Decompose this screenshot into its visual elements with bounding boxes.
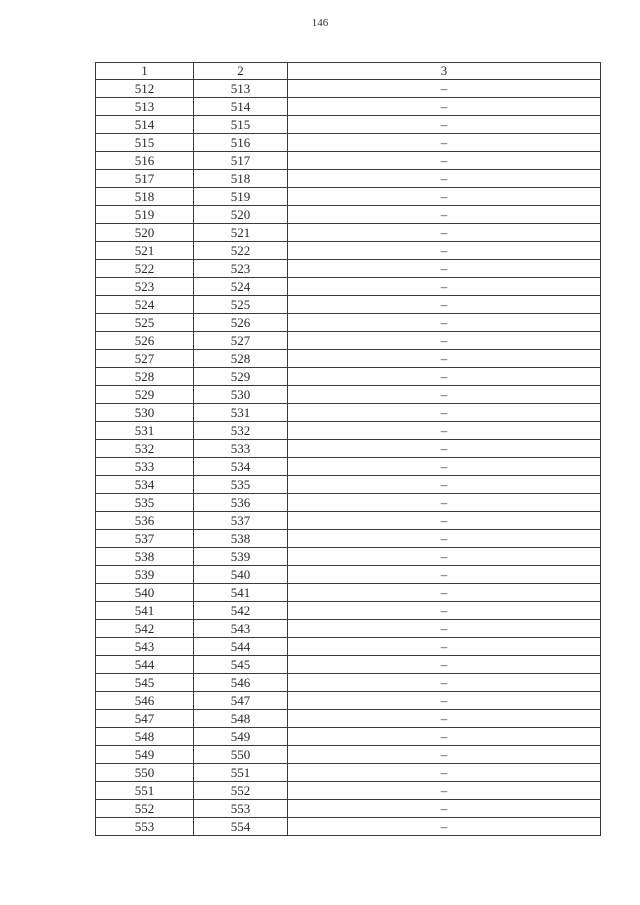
table-cell-col-1: 543 [96,638,194,656]
table-cell-col-2: 527 [194,332,288,350]
table-cell-col-3: – [288,332,601,350]
table-row [96,422,601,440]
table-row [96,350,601,368]
table-cell-col-2: 517 [194,152,288,170]
table-cell-col-3: – [288,98,601,116]
table-cell-col-3: – [288,278,601,296]
table-cell-col-1: 527 [96,350,194,368]
table-row [96,620,601,638]
table-cell-col-3: – [288,818,601,836]
table-row [96,764,601,782]
table-cell-col-2: 540 [194,566,288,584]
header-cell-3: 3 [288,63,601,80]
table-row [96,206,601,224]
table-cell-col-3: – [288,512,601,530]
table-cell-col-1: 531 [96,422,194,440]
table-row [96,278,601,296]
table-row [96,260,601,278]
table-cell-col-3: – [288,116,601,134]
table-cell-col-1: 546 [96,692,194,710]
table-cell-col-3: – [288,296,601,314]
table-cell-col-3: – [288,80,601,98]
table-cell-col-1: 552 [96,800,194,818]
table-cell-col-1: 519 [96,206,194,224]
table-cell-col-2: 551 [194,764,288,782]
table-cell-col-2: 545 [194,656,288,674]
table-row [96,584,601,602]
table-row [96,440,601,458]
table-cell-col-3: – [288,584,601,602]
table-row [96,386,601,404]
table-cell-col-2: 530 [194,386,288,404]
header-row [96,63,601,80]
table-cell-col-1: 529 [96,386,194,404]
table-row [96,188,601,206]
table-row [96,242,601,260]
table-cell-col-3: – [288,800,601,818]
table-cell-col-1: 550 [96,764,194,782]
table-cell-col-2: 550 [194,746,288,764]
table-cell-col-3: – [288,368,601,386]
table-cell-col-3: – [288,242,601,260]
table-cell-col-1: 530 [96,404,194,422]
table-cell-col-2: 520 [194,206,288,224]
table-cell-col-1: 538 [96,548,194,566]
table-cell-col-2: 513 [194,80,288,98]
table-cell-col-3: – [288,206,601,224]
table-cell-col-1: 518 [96,188,194,206]
table-row [96,170,601,188]
table-cell-col-1: 548 [96,728,194,746]
table-cell-col-1: 540 [96,584,194,602]
table-cell-col-3: – [288,224,601,242]
table-cell-col-2: 554 [194,818,288,836]
table-row [96,602,601,620]
table-cell-col-3: – [288,476,601,494]
table-cell-col-2: 541 [194,584,288,602]
table-cell-col-1: 535 [96,494,194,512]
table-row [96,314,601,332]
table-row [96,134,601,152]
table-cell-col-1: 524 [96,296,194,314]
table-cell-col-3: – [288,782,601,800]
table-cell-col-2: 549 [194,728,288,746]
table-row [96,746,601,764]
table-cell-col-1: 516 [96,152,194,170]
table-cell-col-1: 526 [96,332,194,350]
table-row [96,710,601,728]
table-cell-col-1: 544 [96,656,194,674]
table-cell-col-3: – [288,638,601,656]
table-cell-col-3: – [288,152,601,170]
table-row [96,494,601,512]
table-cell-col-1: 539 [96,566,194,584]
table-row [96,458,601,476]
table-cell-col-3: – [288,260,601,278]
table-cell-col-1: 545 [96,674,194,692]
table-cell-col-2: 539 [194,548,288,566]
table-cell-col-3: – [288,530,601,548]
table-cell-col-3: – [288,728,601,746]
table-cell-col-2: 526 [194,314,288,332]
table-row [96,512,601,530]
table-cell-col-2: 547 [194,692,288,710]
page-number: 146 [311,17,329,29]
table-cell-col-1: 515 [96,134,194,152]
table-row [96,80,601,98]
table-cell-col-1: 517 [96,170,194,188]
table-cell-col-3: – [288,188,601,206]
table-cell-col-1: 533 [96,458,194,476]
table-cell-col-3: – [288,422,601,440]
table-header [96,63,601,80]
table-cell-col-2: 522 [194,242,288,260]
table-cell-col-2: 534 [194,458,288,476]
table-row [96,692,601,710]
table-cell-col-1: 522 [96,260,194,278]
table-cell-col-3: – [288,170,601,188]
header-cell-1: 1 [96,63,194,80]
table-cell-col-2: 529 [194,368,288,386]
table-cell-col-3: – [288,710,601,728]
table-cell-col-1: 536 [96,512,194,530]
table-cell-col-1: 528 [96,368,194,386]
table-cell-col-2: 552 [194,782,288,800]
table-cell-col-2: 548 [194,710,288,728]
table-row [96,800,601,818]
table-cell-col-2: 519 [194,188,288,206]
table-cell-col-3: – [288,764,601,782]
table-cell-col-1: 549 [96,746,194,764]
table-row [96,152,601,170]
table-cell-col-2: 538 [194,530,288,548]
table-cell-col-1: 541 [96,602,194,620]
table-cell-col-2: 533 [194,440,288,458]
table-cell-col-3: – [288,746,601,764]
table-cell-col-1: 520 [96,224,194,242]
table-cell-col-2: 521 [194,224,288,242]
table-row [96,548,601,566]
table-cell-col-2: 523 [194,260,288,278]
table-cell-col-2: 546 [194,674,288,692]
table-row [96,98,601,116]
table-cell-col-2: 553 [194,800,288,818]
table-cell-col-1: 513 [96,98,194,116]
table-cell-col-2: 528 [194,350,288,368]
table-cell-col-3: – [288,494,601,512]
table-cell-col-2: 535 [194,476,288,494]
data-table [95,62,601,836]
table-row [96,476,601,494]
table-cell-col-1: 525 [96,314,194,332]
table-row [96,638,601,656]
table-cell-col-3: – [288,386,601,404]
table-cell-col-1: 537 [96,530,194,548]
table-cell-col-3: – [288,404,601,422]
table-row [96,368,601,386]
table-cell-col-1: 553 [96,818,194,836]
table-row [96,674,601,692]
table-cell-col-1: 551 [96,782,194,800]
table-cell-col-2: 524 [194,278,288,296]
table-cell-col-2: 515 [194,116,288,134]
table-cell-col-2: 544 [194,638,288,656]
table-row [96,332,601,350]
table-row [96,782,601,800]
table-cell-col-2: 525 [194,296,288,314]
table-row [96,296,601,314]
table-cell-col-3: – [288,134,601,152]
table-row [96,656,601,674]
header-cell-2: 2 [194,63,288,80]
table-cell-col-3: – [288,566,601,584]
table-cell-col-3: – [288,548,601,566]
table-cell-col-2: 542 [194,602,288,620]
table-row [96,566,601,584]
table-cell-col-1: 534 [96,476,194,494]
table-cell-col-1: 542 [96,620,194,638]
table-cell-col-1: 532 [96,440,194,458]
table-cell-col-3: – [288,602,601,620]
table-cell-col-1: 521 [96,242,194,260]
table-cell-col-2: 532 [194,422,288,440]
table-cell-col-2: 516 [194,134,288,152]
table-cell-col-3: – [288,620,601,638]
table-cell-col-3: – [288,656,601,674]
table-cell-col-3: – [288,692,601,710]
table-cell-col-2: 543 [194,620,288,638]
table-cell-col-2: 531 [194,404,288,422]
table-cell-col-2: 518 [194,170,288,188]
table-row [96,818,601,836]
table-cell-col-2: 536 [194,494,288,512]
table-cell-col-2: 514 [194,98,288,116]
table-cell-col-2: 537 [194,512,288,530]
table-cell-col-3: – [288,674,601,692]
table-cell-col-1: 514 [96,116,194,134]
table-cell-col-1: 512 [96,80,194,98]
table-cell-col-3: – [288,314,601,332]
table-row [96,224,601,242]
table-row [96,530,601,548]
table-cell-col-3: – [288,350,601,368]
table-body [96,80,601,836]
table-cell-col-1: 547 [96,710,194,728]
table-cell-col-3: – [288,440,601,458]
table-row [96,404,601,422]
table-row [96,116,601,134]
table-cell-col-3: – [288,458,601,476]
table-row [96,728,601,746]
table-cell-col-1: 523 [96,278,194,296]
